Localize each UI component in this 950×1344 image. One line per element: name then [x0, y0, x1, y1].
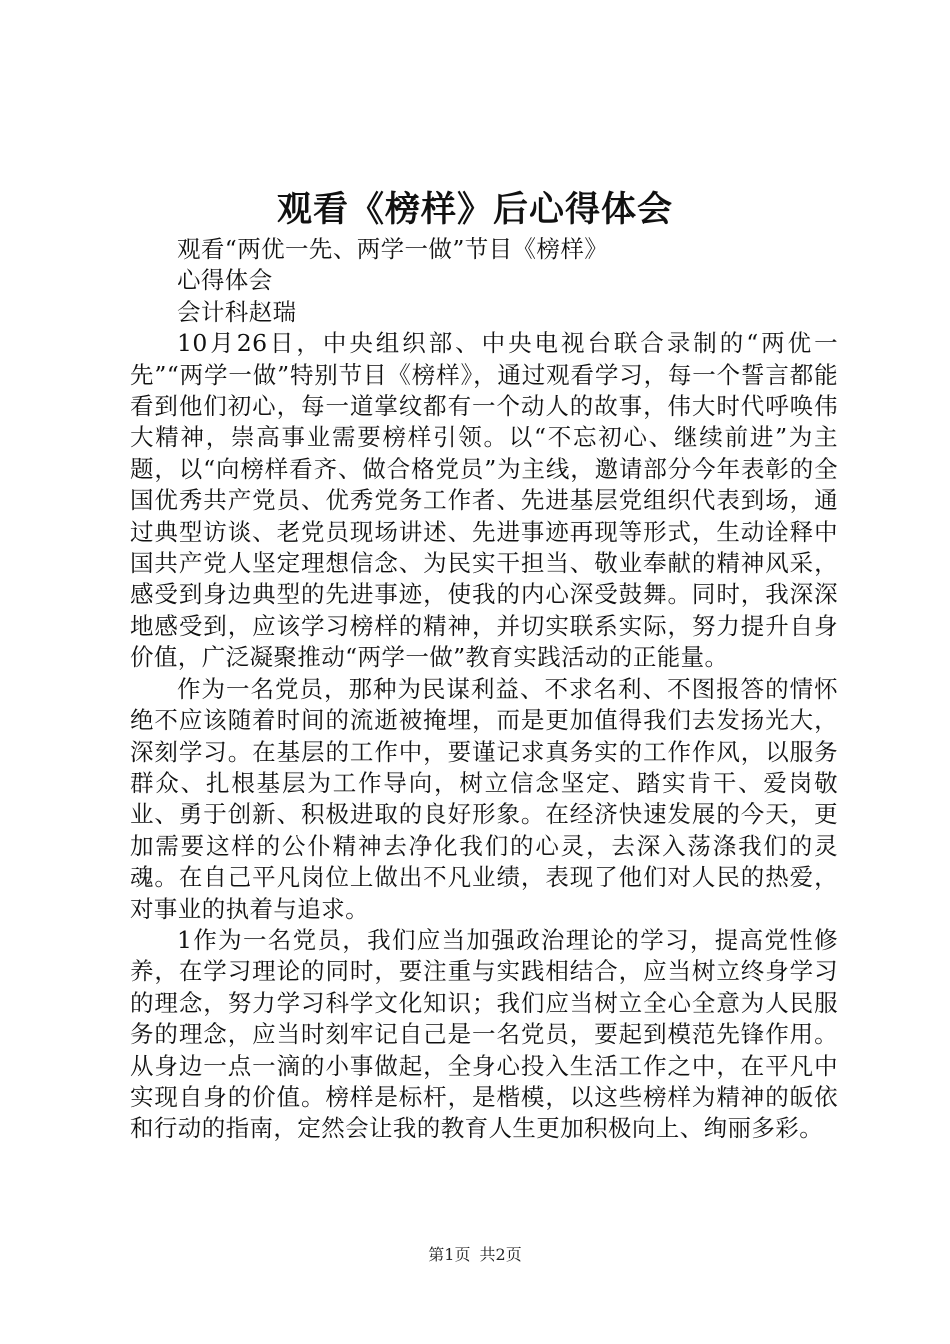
document-body: [130, 234, 838, 1145]
intro-line-subtitle: 心得体会: [177, 266, 273, 295]
page-number: 第1页: [428, 1245, 471, 1264]
page-footer: [0, 1244, 950, 1266]
intro-line-program: 观看“两优一先、两学一做”节目《榜样》: [177, 235, 609, 263]
intro-line-author: 会计科赵瑞: [177, 297, 297, 326]
paragraph: 作为一名党员，那种为民谋利益、不求名利、不图报答的情怀绝不应该随着时间的流逝被掩埋，而是更加值得我们去发扬光大，深刻学习。在基层的工作中，要谨记求真务实的工作作风，以服务群众、扎根基层为工作导向，树立信念坚定、踏实肯干、爱岗敬业、勇于创新、积极进取的良好形象。在经济快速发展的今天，更加需要这样的公仆精神去净化我们的心灵，去深入荡涤我们的灵魂。在自己平凡岗位上做出不凡业绩，表现了他们对人民的热爱，对事业的执着与追求。: [130, 674, 838, 923]
paragraph: 10月26日，中央组织部、中央电视台联合录制的“两优一先”“两学一做”特别节目《榜样》，通过观看学习，每一个誓言都能看到他们初心，每一道掌纹都有一个动人的故事，伟大时代呼唤伟大精神，崇高事业需要榜样引领。以“不忘初心、继续前进”为主题，以“向榜样看齐、做合格党员”为主线，邀请部分今年表彰的全国优秀共产党员、优秀党务工作者、先进基层党组织代表到场，通过典型访谈、老党员现场讲述、先进事迹再现等形式，生动诠释中国共产党人坚定理想信念、为民实干担当、敬业奉献的精神风采，感受到身边典型的先进事迹，使我的内心深受鼓舞。同时，我深深地感受到，应该学习榜样的精神，并切实联系实际，努力提升自身价值，广泛凝聚推动“两学一做”教育实践活动的正能量。: [130, 329, 838, 672]
document-title: 观看《榜样》后心得体会: [276, 189, 673, 230]
paragraph: 1作为一名党员，我们应当加强政治理论的学习，提高党性修养，在学习理论的同时，要注重与实践相结合，应当树立终身学习的理念，努力学习科学文化知识；我们应当树立全心全意为人民服务的理念，应当时刻牢记自己是一名党员，要起到模范先锋作用。从身边一点一滴的小事做起，全身心投入生活工作之中，在平凡中实现自身的价值。榜样是标杆，是楷模，以这些榜样为精神的皈依和行动的指南，定然会让我的教育人生更加积极向上、绚丽多彩。: [130, 925, 838, 1143]
page-total: 共2页: [479, 1245, 522, 1264]
